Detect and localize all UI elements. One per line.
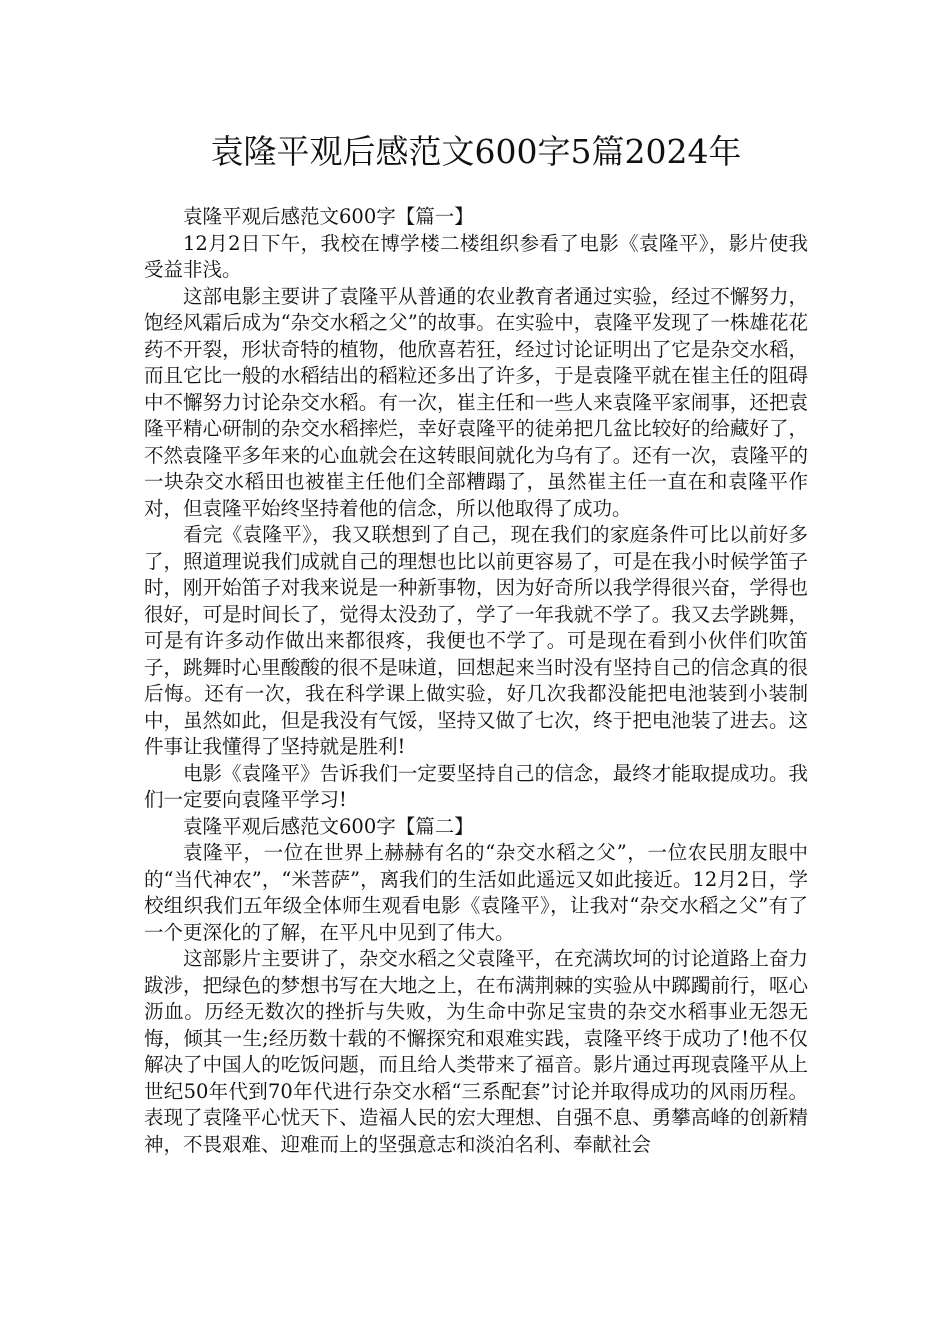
document-page bbox=[144, 128, 808, 1158]
paragraph: 袁隆平，一位在世界上赫赫有名的“杂交水稻之父”，一位农民朋友眼中的“当代神农”，“米菩萨”，离我们的生活如此遥远又如此接近。12月2日，学校组织我们五年级全体师生观看电影《袁隆平》，让我对“杂交水稻之父”有了一个更深化的了解，在平凡中见到了伟大。 bbox=[144, 841, 808, 944]
paragraph: 12月2日下午，我校在博学楼二楼组织参看了电影《袁隆平》，影片使我受益非浅。 bbox=[144, 231, 808, 281]
paragraph: 电影《袁隆平》告诉我们一定要坚持自己的信念，最终才能取提成功。我们一定要向袁隆平学习! bbox=[144, 761, 808, 811]
paragraph: 这部电影主要讲了袁隆平从普通的农业教育者通过实验，经过不懈努力，饱经风霜后成为“杂交水稻之父”的故事。在实验中，袁隆平发现了一株雄花花药不开裂，形状奇特的植物，他欣喜若狂，经过讨论证明出了它是杂交水稻，而且它比一般的水稻结出的稻粒还多出了许多，于是袁隆平就在崔主任的阻碍中不懈努力讨论杂交水稻。有一次，崔主任和一些人来袁隆平家闹事，还把袁隆平精心研制的杂交水稻摔烂，幸好袁隆平的徒弟把几盆比较好的给藏好了，不然袁隆平多年来的心血就会在这转眼间就化为乌有了。还有一次，袁隆平的一块杂交水稻田也被崔主任他们全部糟蹋了，虽然崔主任一直在和袁隆平作对，但袁隆平始终坚持着他的信念，所以他取得了成功。 bbox=[144, 284, 808, 520]
document-title: 袁隆平观后感范文600字5篇2024年 bbox=[210, 132, 742, 171]
paragraph: 看完《袁隆平》，我又联想到了自己，现在我们的家庭条件可比以前好多了，照道理说我们成就自己的理想也比以前更容易了，可是在我小时候学笛子时，刚开始笛子对我来说是一种新事物，因为好奇所以我学得很兴奋，学得也很好，可是时间长了，觉得太没劲了，学了一年我就不学了。我又去学跳舞，可是有许多动作做出来都很疼，我便也不学了。可是现在看到小伙伴们吹笛子，跳舞时心里酸酸的很不是味道，回想起来当时没有坚持自己的信念真的很后悔。还有一次，我在科学课上做实验，好几次我都没能把电池装到小装制中，虽然如此，但是我没有气馁，坚持又做了七次，终于把电池装了进去。这件事让我懂得了坚持就是胜利! bbox=[144, 523, 808, 758]
heading-part-two: 袁隆平观后感范文600字【篇二】 bbox=[183, 814, 474, 838]
heading-part-one: 袁隆平观后感范文600字【篇一】 bbox=[183, 205, 474, 228]
paragraph: 这部影片主要讲了，杂交水稻之父袁隆平，在充满坎坷的讨论道路上奋力跋涉，把绿色的梦想书写在大地之上，在布满荆棘的实验从中踯躅前行，呕心沥血。历经无数次的挫折与失败，为生命中弥足宝贵的杂交水稻事业无怨无悔，倾其一生;经历数十载的不懈探究和艰难实践，袁隆平终于成功了!他不仅解决了中国人的吃饭问题，而且给人类带来了福音。影片通过再现袁隆平从上世纪50年代到70年代进行杂交水稻“三系配套”讨论并取得成功的风雨历程。表现了袁隆平心忧天下、造福人民的宏大理想、自强不息、勇攀高峰的创新精神，不畏艰难、迎难而上的坚强意志和淡泊名利、奉献社会 bbox=[144, 947, 808, 1156]
